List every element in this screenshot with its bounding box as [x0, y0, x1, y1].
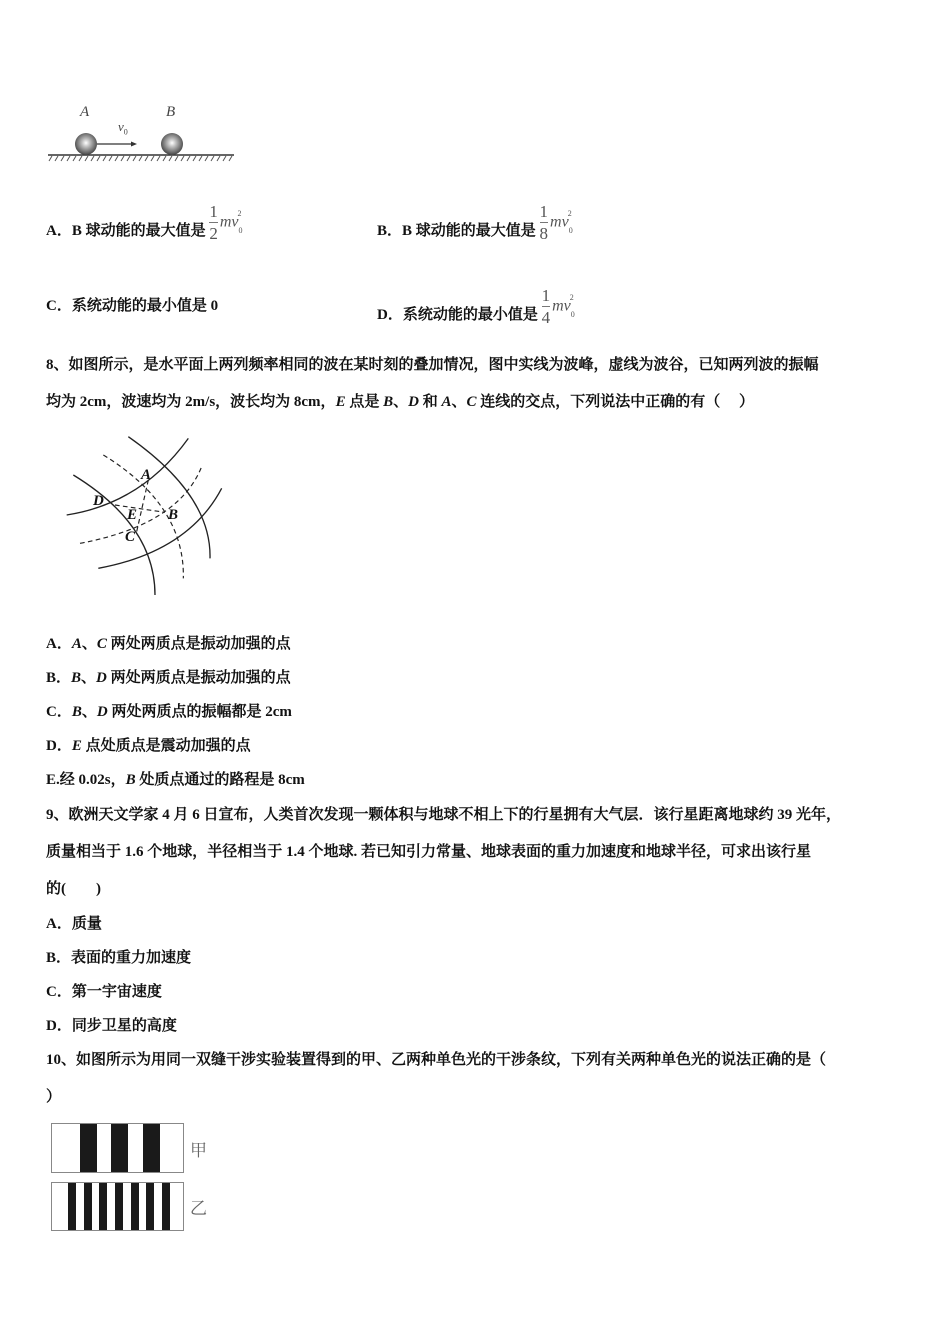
q7-option-d[interactable]: D．系统动能的最小值是 $\frac{1}{4}$ $mv_0^2$ — [377, 296, 579, 335]
ball-b-label: B — [166, 104, 176, 120]
q8-option-c[interactable]: C．B、D 两处两质点的振幅都是 2cm — [46, 704, 292, 720]
q8-stem-line1: 8、如图所示，是水平面上两列频率相同的波在某时刻的叠加情况，图中实线为波峰，虚线为波谷，已知两列波的振幅 — [46, 357, 819, 373]
fraction: $\frac{1}{8}$ — [539, 202, 549, 243]
q9-stem-line3: 的( ) — [46, 881, 101, 897]
fringe-pattern-yi — [51, 1182, 184, 1231]
velocity-label: $v_0$ — [118, 119, 128, 137]
q7-option-c[interactable]: C．系统动能的最小值是 0 — [46, 298, 219, 314]
mv0-squared: $mv_0^2$ — [219, 209, 243, 235]
point-b-label: B — [168, 507, 179, 523]
ball-a-label: A — [80, 104, 90, 120]
q9-stem-line2: 质量相当于 1.6 个地球，半径相当于 1.4 个地球. 若已知引力常量、地球表面的重力加速度和地球半径，可求出该行星 — [46, 844, 812, 860]
q9-option-b[interactable]: B．表面的重力加速度 — [46, 950, 192, 966]
q8-option-a[interactable]: A．A、C 两处两质点是振动加强的点 — [46, 636, 291, 652]
q7-option-b[interactable]: B．B 球动能的最大值是 $\frac{1}{8}$ $mv_0^2$ — [377, 212, 577, 251]
fringe-pattern-jia — [51, 1123, 184, 1173]
q9-option-c[interactable]: C．第一宇宙速度 — [46, 984, 162, 1000]
label-yi: 乙 — [190, 1199, 207, 1219]
q9-stem-line1: 9、欧洲天文学家 4 月 6 日宣布，人类首次发现一颗体积与地球不相上下的行星拥有大气层．该行星距离地球约 39 光年， — [46, 807, 842, 823]
interference-fringes-figure — [50, 1122, 220, 1232]
fraction: $\frac{1}{4}$ — [541, 286, 551, 327]
fraction: $\frac{1}{2}$ — [209, 202, 218, 243]
point-a-label: A — [141, 467, 152, 483]
q7-figure — [48, 102, 238, 164]
q7-option-a[interactable]: A．B 球动能的最大值是 $\frac{1}{2}$ $mv_0^2$ — [46, 212, 247, 251]
q8-option-b[interactable]: B．B、D 两处两质点是振动加强的点 — [46, 670, 291, 686]
point-e-label: E — [127, 507, 138, 523]
q9-option-a[interactable]: A．质量 — [46, 916, 102, 932]
point-c-label: C — [125, 529, 136, 545]
q9-option-d[interactable]: D．同步卫星的高度 — [46, 1018, 177, 1034]
q8-option-d[interactable]: D．E 点处质点是震动加强的点 — [46, 738, 251, 754]
point-d-label: D — [93, 493, 104, 509]
q8-stem-line2: 均为 2cm，波速均为 2m/s，波长均为 8cm，E 点是 B、D 和 A、C 连线的交点，下列说法中正确的有（ ） — [46, 394, 755, 410]
q8-option-e[interactable]: E.经 0.02s，B 处质点通过的路程是 8cm — [46, 772, 305, 788]
q10-stem-line1: 10、如图所示为用同一双缝干涉实验装置得到的甲、乙两种单色光的干涉条纹，下列有关两种单色光的说法正确的是（ — [46, 1052, 827, 1068]
q10-stem-line2: ） — [46, 1089, 62, 1105]
wave-interference-figure — [55, 425, 235, 605]
mv0-squared: $mv_0^2$ — [552, 293, 575, 319]
mv0-squared: $mv_0^2$ — [550, 209, 573, 235]
label-jia: 甲 — [190, 1141, 207, 1161]
